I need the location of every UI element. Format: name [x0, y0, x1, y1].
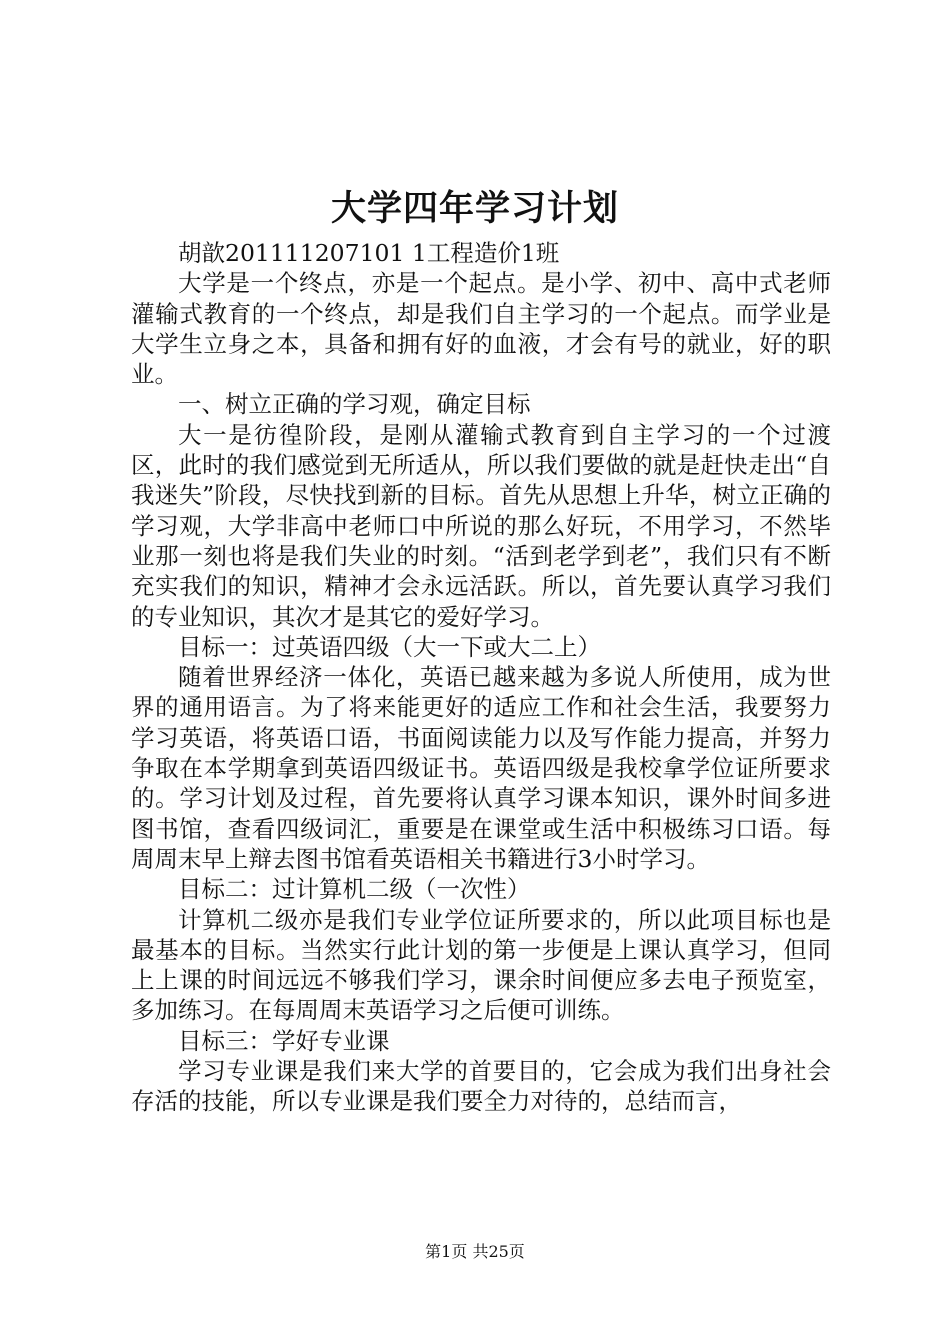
- section-paragraph: 大一是彷徨阶段，是刚从灌输式教育到自主学习的一个过渡区，此时的我们感觉到无所适从，所以我们要做的就是赶快走出“自我迷失”阶段，尽快找到新的目标。首先从思想上升华，树立正确的学习观，大学非高中老师口中所说的那么好玩，不用学习，不然毕业那一刻也将是我们失业的时刻。“活到老学到老”，我们只有不断充实我们的知识，精神才会永远活跃。所以，首先要认真学习我们的专业知识，其次才是其它的爱好学习。: [131, 420, 831, 631]
- goal-paragraph: 计算机二级亦是我们专业学位证所要求的，所以此项目标也是最基本的目标。当然实行此计划的第一步便是上课认真学习，但同上上课的时间远远不够我们学习，课余时间便应多去电子预览室，多加练习。在每周周末英语学习之后便可训练。: [131, 905, 831, 1025]
- goal-heading: 目标三：学好专业课: [178, 1026, 390, 1055]
- document-body: [131, 238, 831, 1117]
- author-line: 胡歆201111207101 1工程造价1班: [178, 239, 560, 267]
- page-number: 第1页 共25页: [425, 1242, 525, 1261]
- document-title: 大学四年学习计划: [330, 189, 619, 229]
- goal-heading: 目标二：过计算机二级（一次性）: [178, 875, 531, 904]
- goal-heading: 目标一：过英语四级（大一下或大二上）: [178, 632, 601, 661]
- goal-paragraph: 随着世界经济一体化，英语已越来越为多说人所使用，成为世界的通用语言。为了将来能更好的适应工作和社会生活，我要努力学习英语，将英语口语，书面阅读能力以及写作能力提高，并努力争取在本学期拿到英语四级证书。英语四级是我校拿学位证所要求的。学习计划及过程，首先要将认真学习课本知识，课外时间多进图书馆，查看四级词汇，重要是在课堂或生活中积极练习口语。每周周末早上辩去图书馆看英语相关书籍进行3小时学习。: [131, 663, 831, 873]
- goal-paragraph: 学习专业课是我们来大学的首要目的，它会成为我们出身社会存活的技能，所以专业课是我们要全力对待的，总结而言，: [131, 1057, 831, 1116]
- section-heading: 一、树立正确的学习观，确定目标: [178, 390, 531, 419]
- intro-paragraph: 大学是一个终点，亦是一个起点。是小学、初中、高中式老师灌输式教育的一个终点，却是我们自主学习的一个起点。而学业是大学生立身之本，具备和拥有好的血液，才会有号的就业，好的职业。: [131, 269, 831, 389]
